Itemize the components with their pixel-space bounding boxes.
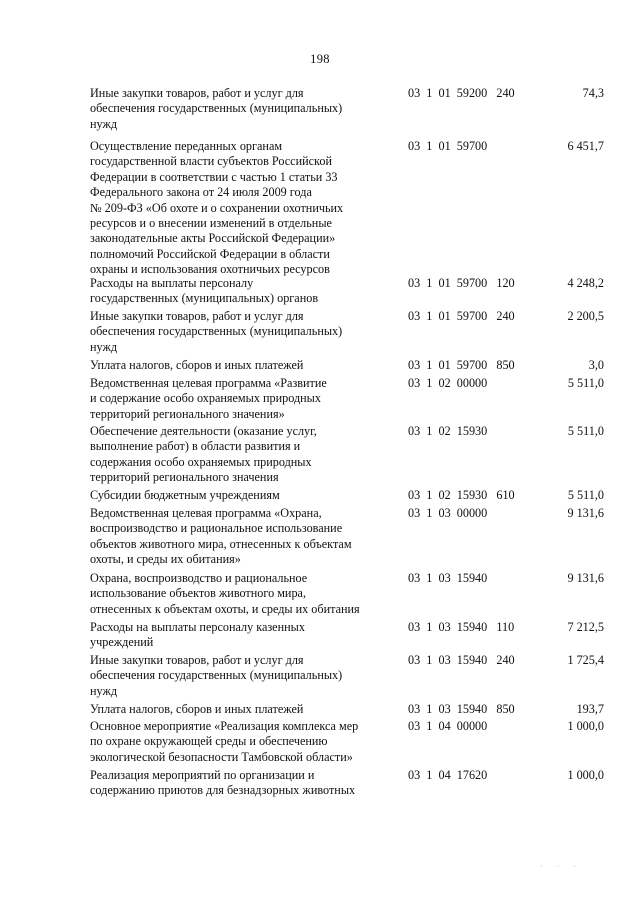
row-name bbox=[90, 653, 400, 699]
row-code: 03 1 03 15940 bbox=[408, 571, 488, 585]
row-code: 03 1 01 59700 850 bbox=[408, 358, 515, 372]
row-name-line: нужд bbox=[90, 683, 118, 698]
row-sum: 4 248,2 bbox=[567, 276, 604, 290]
row-sum: 1 725,4 bbox=[567, 653, 604, 667]
row-name-line: и содержание особо охраняемых природных bbox=[90, 391, 321, 406]
row-name-line: Иные закупки товаров, работ и услуг для bbox=[90, 86, 304, 100]
row-name-line: Ведомственная целевая программа «Охрана, bbox=[90, 506, 322, 520]
row-sum: 1 000,0 bbox=[567, 768, 604, 782]
row-code: 03 1 03 15940 110 bbox=[408, 620, 515, 634]
row-name-line: по охране окружающей среды и обеспечению bbox=[90, 734, 328, 749]
row-name-line: ресурсов и о внесении изменений в отдельные bbox=[90, 216, 332, 231]
row-sum: 6 451,7 bbox=[567, 139, 604, 153]
row-code: 03 1 02 15930 bbox=[408, 424, 488, 438]
row-sum: 74,3 bbox=[582, 86, 604, 100]
row-name-line: обеспечения государственных (муниципальных) bbox=[90, 324, 343, 339]
row-name bbox=[90, 702, 400, 717]
row-sum: 1 000,0 bbox=[567, 719, 604, 733]
row-name-line: выполнение работ) в области развития и bbox=[90, 439, 301, 454]
row-code: 03 1 04 00000 bbox=[408, 719, 488, 733]
row-name bbox=[90, 424, 400, 486]
row-code: 03 1 01 59700 bbox=[408, 139, 488, 153]
row-sum: 7 212,5 bbox=[567, 620, 604, 634]
row-name bbox=[90, 376, 400, 422]
row-name-line: охраны и использования охотничьих ресурсов bbox=[90, 262, 330, 277]
row-code: 03 1 02 00000 bbox=[408, 376, 488, 390]
row-name-line: содержания особо охраняемых природных bbox=[90, 454, 312, 469]
row-sum: 193,7 bbox=[576, 702, 604, 716]
row-name-line: Иные закупки товаров, работ и услуг для bbox=[90, 653, 304, 667]
row-name bbox=[90, 488, 400, 503]
row-code: 03 1 03 15940 240 bbox=[408, 653, 515, 667]
row-name-line: экологической безопасности Тамбовской области» bbox=[90, 749, 353, 764]
row-name-line: Обеспечение деятельности (оказание услуг, bbox=[90, 424, 317, 438]
row-name-line: Охрана, воспроизводство и рациональное bbox=[90, 571, 308, 585]
row-name-line: Расходы на выплаты персоналу казенных bbox=[90, 620, 305, 634]
row-name-line: Уплата налогов, сборов и иных платежей bbox=[90, 358, 304, 372]
row-sum: 5 511,0 bbox=[567, 488, 604, 502]
row-name-line: Иные закупки товаров, работ и услуг для bbox=[90, 309, 304, 323]
row-code: 03 1 01 59200 240 bbox=[408, 86, 515, 100]
row-name-line: полномочий Российской Федерации в области bbox=[90, 246, 330, 261]
row-name-line: нужд bbox=[90, 116, 118, 131]
row-name-line: государственной власти субъектов Российской bbox=[90, 154, 332, 169]
row-name-line: охоты, и среды их обитания» bbox=[90, 552, 241, 567]
scan-specks: · · · bbox=[540, 862, 582, 871]
row-name-line: содержанию приютов для безнадзорных животных bbox=[90, 783, 356, 798]
row-name bbox=[90, 358, 400, 373]
row-name bbox=[90, 620, 400, 651]
row-name-line: Субсидии бюджетным учреждениям bbox=[90, 488, 280, 502]
row-name-line: обеспечения государственных (муниципальных) bbox=[90, 668, 343, 683]
row-name-line: Федерации в соответствии с частью 1 статьи 33 bbox=[90, 169, 338, 184]
row-name bbox=[90, 506, 400, 568]
row-code: 03 1 02 15930 610 bbox=[408, 488, 515, 502]
row-name-line: Основное мероприятие «Реализация комплекса мер bbox=[90, 719, 359, 733]
row-name-line: объектов животного мира, отнесенных к объектам bbox=[90, 536, 352, 551]
row-name-line: территорий регионального значения bbox=[90, 470, 279, 485]
row-sum: 9 131,6 bbox=[567, 506, 604, 520]
row-code: 03 1 03 15940 850 bbox=[408, 702, 515, 716]
row-name-line: нужд bbox=[90, 339, 118, 354]
row-name-line: использование объектов животного мира, bbox=[90, 586, 306, 601]
row-name bbox=[90, 768, 400, 799]
row-sum: 5 511,0 bbox=[567, 424, 604, 438]
row-sum: 5 511,0 bbox=[567, 376, 604, 390]
row-code: 03 1 03 00000 bbox=[408, 506, 488, 520]
row-sum: 2 200,5 bbox=[567, 309, 604, 323]
row-name-line: Уплата налогов, сборов и иных платежей bbox=[90, 702, 304, 716]
row-code: 03 1 04 17620 bbox=[408, 768, 488, 782]
row-name-line: Ведомственная целевая программа «Развитие bbox=[90, 376, 327, 390]
row-code: 03 1 01 59700 240 bbox=[408, 309, 515, 323]
row-name-line: обеспечения государственных (муниципальных) bbox=[90, 101, 343, 116]
row-name-line: учреждений bbox=[90, 635, 154, 650]
row-name-line: Осуществление переданных органам bbox=[90, 139, 283, 153]
row-name-line: территорий регионального значения» bbox=[90, 406, 285, 421]
row-name bbox=[90, 276, 400, 307]
row-name bbox=[90, 571, 400, 617]
row-name bbox=[90, 309, 400, 355]
row-sum: 9 131,6 bbox=[567, 571, 604, 585]
row-name-line: законодательные акты Российской Федерации» bbox=[90, 231, 336, 246]
row-name-line: воспроизводство и рациональное использование bbox=[90, 521, 343, 536]
page-number: 198 bbox=[310, 52, 330, 66]
row-name-line: отнесенных к объектам охоты, и среды их обитания bbox=[90, 601, 360, 616]
row-name-line: № 209-ФЗ «Об охоте и о сохранении охотничьих bbox=[90, 200, 344, 215]
row-name-line: Расходы на выплаты персоналу bbox=[90, 276, 254, 290]
row-name bbox=[90, 139, 400, 278]
row-name-line: Федерального закона от 24 июля 2009 года bbox=[90, 185, 312, 200]
row-name-line: государственных (муниципальных) органов bbox=[90, 291, 319, 306]
row-name bbox=[90, 86, 400, 132]
row-name bbox=[90, 719, 400, 765]
row-code: 03 1 01 59700 120 bbox=[408, 276, 515, 290]
row-sum: 3,0 bbox=[588, 358, 604, 372]
row-name-line: Реализация мероприятий по организации и bbox=[90, 768, 315, 782]
